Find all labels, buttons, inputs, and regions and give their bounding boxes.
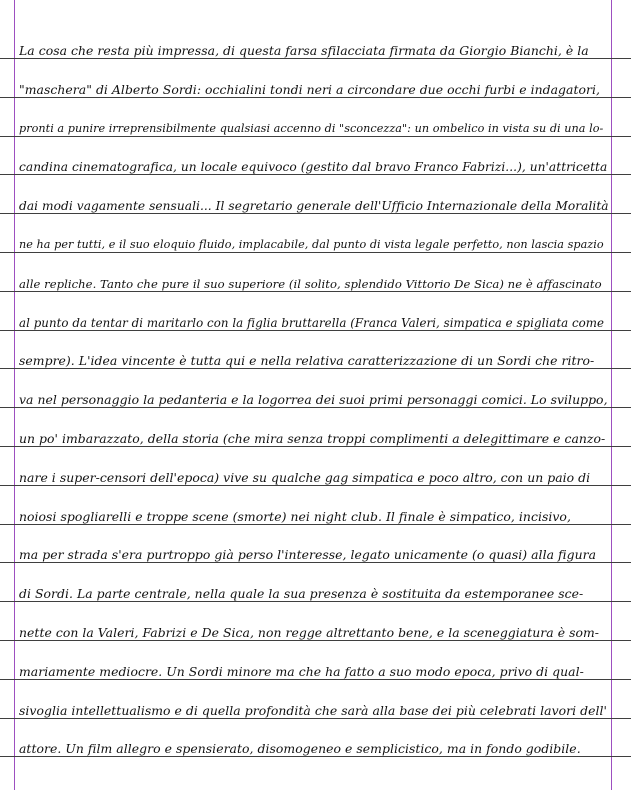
text-line: nette con la Valeri, Fabrizi e De Sica, non regge altrettanto bene, e la sceneggiatura è som- bbox=[19, 625, 600, 640]
text-line: "maschera" di Alberto Sordi: occhialini tondi neri a circondare due occhi furbi e indagatori, bbox=[19, 82, 600, 97]
text-line: sempre). L'idea vincente è tutta qui e nella relativa caratterizzazione di un Sordi che ritro- bbox=[19, 353, 595, 368]
text-line: va nel personaggio la pedanteria e la logorrea dei suoi primi personaggi comici. Lo sviluppo, bbox=[19, 392, 608, 407]
right-margin-line bbox=[611, 0, 612, 790]
text-line: al punto da tentar di maritarlo con la figlia bruttarella (Franca Valeri, simpatica e spigliata come bbox=[19, 316, 605, 330]
text-line: dai modi vagamente sensuali... Il segretario generale dell'Ufficio Internazionale della Moralità bbox=[19, 199, 609, 213]
text-line: alle repliche. Tanto che pure il suo superiore (il solito, splendido Vittorio De Sica) ne è affascinato bbox=[19, 277, 602, 291]
text-line: ne ha per tutti, e il suo eloquio fluido, implacabile, dal punto di vista legale perfetto, non lascia spazio bbox=[19, 238, 604, 251]
text-line: un po' imbarazzato, della storia (che mira senza troppi complimenti a delegittimare e canzo- bbox=[19, 431, 606, 446]
text-line: La cosa che resta più impressa, di questa farsa sfilacciata firmata da Giorgio Bianchi, è la bbox=[19, 43, 589, 58]
text-line: mariamente mediocre. Un Sordi minore ma che ha fatto a suo modo epoca, privo di qual- bbox=[19, 664, 584, 679]
text-line: noiosi spogliarelli e troppe scene (smorte) nei night club. Il finale è simpatico, incisivo, bbox=[19, 509, 571, 524]
left-margin-line bbox=[14, 0, 15, 790]
text-line: di Sordi. La parte centrale, nella quale la sua presenza è sostituita da estemporanee sce- bbox=[19, 586, 584, 601]
text-line: sivoglia intellettualismo e di quella profondità che sarà alla base dei più celebrati lavori dell' bbox=[19, 703, 607, 718]
text-line: ma per strada s'era purtroppo già perso l'interesse, legato unicamente (o quasi) alla figura bbox=[19, 547, 597, 562]
text-line: pronti a punire irreprensibilmente qualsiasi accenno di "sconcezza": un ombelico in vista su di una lo- bbox=[19, 122, 604, 135]
text-line: attore. Un film allegro e spensierato, disomogeneo e semplicistico, ma in fondo godibile. bbox=[19, 741, 581, 756]
text-line: nare i super-censori dell'epoca) vive su qualche gag simpatica e poco altro, con un paio di bbox=[19, 470, 591, 485]
text-line: candina cinematografica, un locale equivoco (gestito dal bravo Franco Fabrizi...), un'attricetta bbox=[19, 160, 608, 174]
